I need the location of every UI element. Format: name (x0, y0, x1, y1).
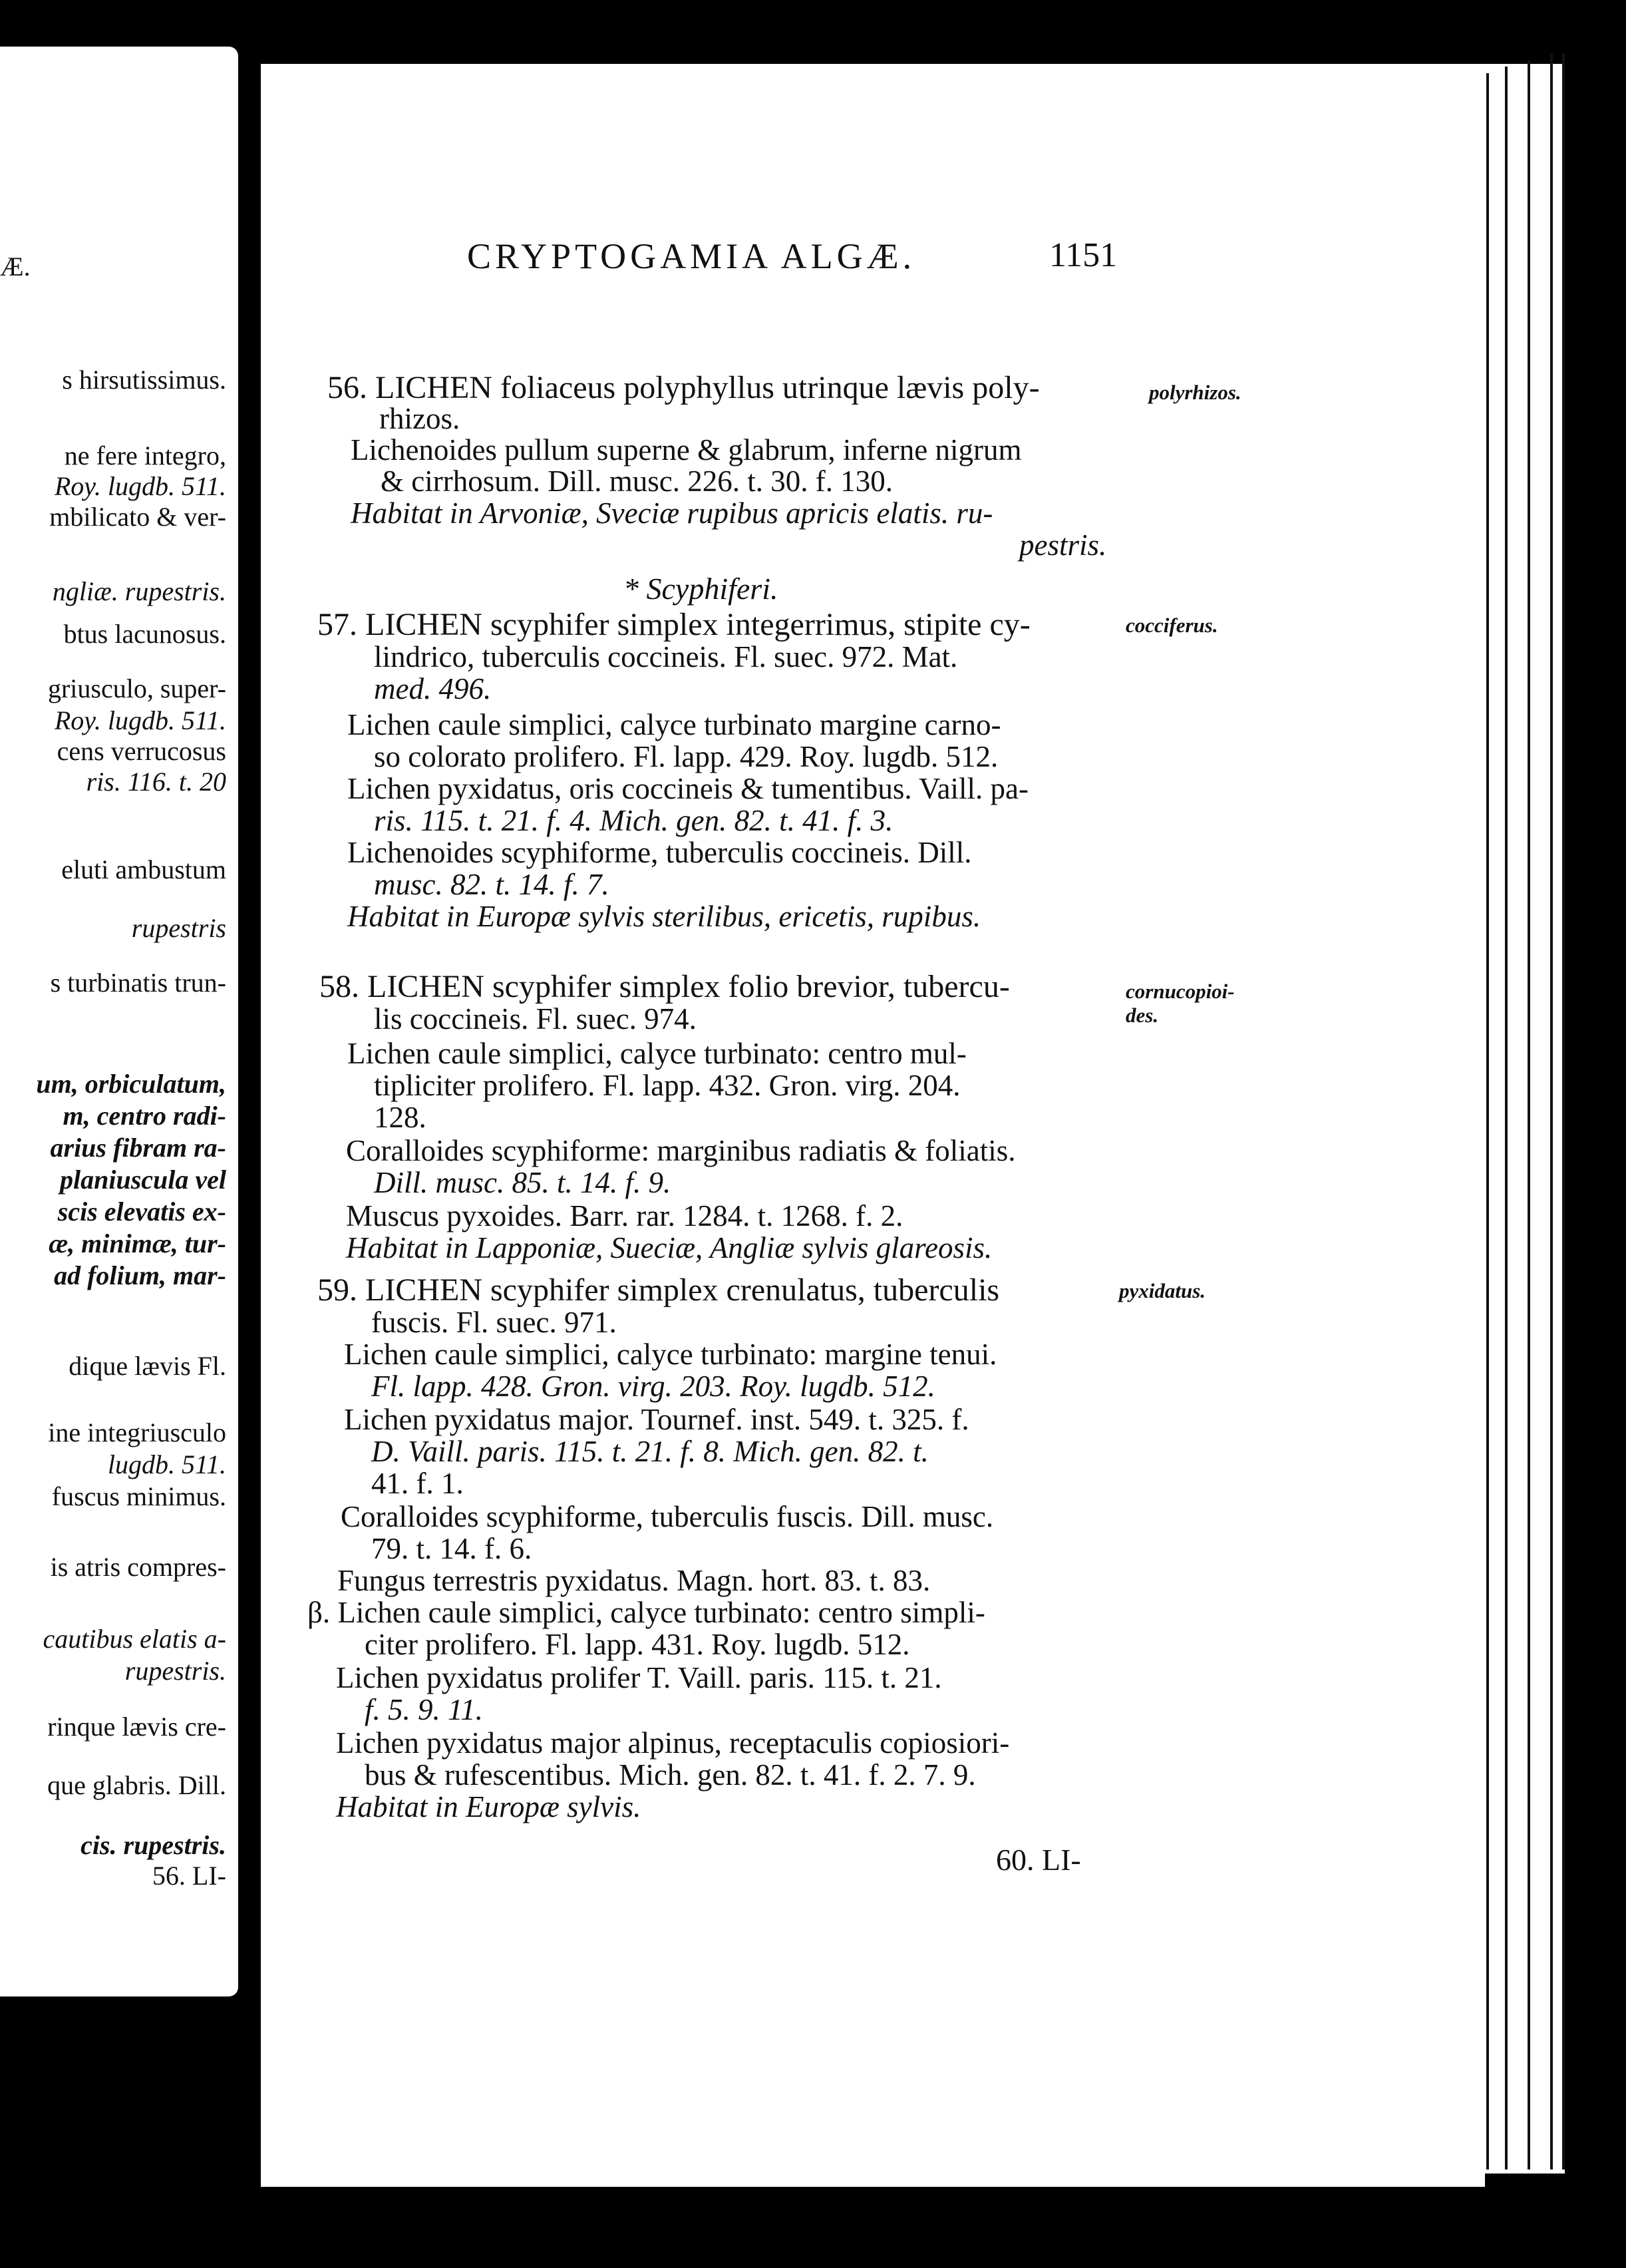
page-edge-line (1505, 67, 1508, 2170)
left-line: rinque lævis cre- (47, 1712, 226, 1742)
page-edge-line (1486, 73, 1489, 2170)
entry-line: 56. LICHEN foliaceus polyphyllus utrinque lævis poly- (327, 370, 1040, 405)
page-edges (1485, 64, 1565, 2174)
page-edge-line (1528, 60, 1530, 2170)
left-line: 56. LI- (152, 1861, 226, 1891)
left-line: ine integriusculo (48, 1418, 226, 1447)
left-page-fragment (0, 47, 238, 1996)
entry-line: lindrico, tuberculis coccineis. Fl. suec. 972. Mat. (374, 640, 958, 673)
entry-line: so colorato prolifero. Fl. lapp. 429. Roy. lugdb. 512. (374, 740, 999, 773)
entry-line: Dill. musc. 85. t. 14. f. 9. (374, 1166, 671, 1199)
entry-line: citer prolifero. Fl. lapp. 431. Roy. lugdb. 512. (365, 1628, 910, 1661)
entry-margin-name: pyxidatus. (1119, 1279, 1206, 1302)
entry-line: lis coccineis. Fl. suec. 974. (374, 1002, 697, 1036)
left-line: rupestris (131, 913, 226, 943)
left-line: rupestris. (124, 1656, 226, 1686)
entry-line: Lichen caule simplici, calyce turbinato: margine tenui. (344, 1338, 997, 1371)
entry-line: Lichen pyxidatus major alpinus, receptaculis copiosiori- (336, 1726, 1010, 1760)
left-line: ad folium, mar- (54, 1260, 226, 1290)
entry-line: Lichen pyxidatus prolifer T. Vaill. paris. 115. t. 21. (336, 1661, 942, 1694)
entry-line: fuscis. Fl. suec. 971. (371, 1306, 617, 1339)
left-line: fuscus minimus. (51, 1481, 226, 1511)
left-line: æ, minimæ, tur- (49, 1228, 226, 1258)
left-line: ris. 116. t. 20 (86, 767, 226, 797)
left-line: scis elevatis ex- (57, 1197, 226, 1227)
entry-line: bus & rufescentibus. Mich. gen. 82. t. 41. f. 2. 7. 9. (365, 1758, 976, 1792)
entry-line: pestris. (1019, 528, 1107, 562)
entry-line: & cirrhosum. Dill. musc. 226. t. 30. f. 130. (381, 465, 893, 498)
entry-line: rhizos. (379, 402, 460, 435)
left-line: um, orbiculatum, (36, 1069, 226, 1099)
entry-line: 58. LICHEN scyphifer simplex folio brevior, tubercu- (319, 969, 1010, 1004)
entry-line: ris. 115. t. 21. f. 4. Mich. gen. 82. t. 41. f. 3. (374, 804, 894, 837)
running-title: CRYPTOGAMIA ALGÆ. (467, 236, 916, 276)
entry-line: Habitat in Europæ sylvis sterilibus, ericetis, rupibus. (347, 900, 981, 933)
left-line: arius fibram ra- (50, 1133, 226, 1163)
left-line: ne fere integro, (64, 441, 226, 471)
entry-margin-name: cornucopioi- des. (1126, 980, 1235, 1027)
entry-line: 59. LICHEN scyphifer simplex crenulatus, tuberculis (317, 1272, 1000, 1308)
entry-line: Habitat in Europæ sylvis. (336, 1790, 641, 1823)
entry-line: 57. LICHEN scyphifer simplex integerrimus, stipite cy- (317, 607, 1031, 642)
entry-line: Fl. lapp. 428. Gron. virg. 203. Roy. lugdb. 512. (371, 1370, 935, 1403)
catchword: 60. LI- (996, 1843, 1081, 1877)
left-line: cens verrucosus (57, 736, 226, 766)
entry-line: β. Lichen caule simplici, calyce turbinato: centro simpli- (307, 1596, 985, 1629)
left-line: s hirsutissimus. (62, 365, 226, 395)
entry-line: Coralloides scyphiforme, tuberculis fuscis. Dill. musc. (341, 1500, 994, 1533)
entry-line: D. Vaill. paris. 115. t. 21. f. 8. Mich. gen. 82. t. (371, 1435, 929, 1468)
left-line: Roy. lugdb. 511. (54, 471, 226, 501)
entry-line: Habitat in Arvoniæ, Sveciæ rupibus apricis elatis. ru- (351, 496, 993, 530)
left-line: lugdb. 511. (107, 1449, 226, 1479)
entry-line: Habitat in Lapponiæ, Sueciæ, Angliæ sylvis glareosis. (346, 1231, 993, 1264)
entry-line: 128. (374, 1101, 426, 1134)
entry-line: Lichen pyxidatus, oris coccineis & tumentibus. Vaill. pa- (347, 772, 1029, 805)
left-line: btus lacunosus. (63, 619, 226, 649)
page-number: 1151 (1049, 236, 1118, 274)
page-edge-line (1550, 53, 1553, 2170)
entry-line: Lichen pyxidatus major. Tournef. inst. 549. t. 325. f. (344, 1403, 969, 1436)
left-line: m, centro radi- (63, 1101, 226, 1131)
left-line: mbilicato & ver- (49, 502, 226, 532)
left-line: cautibus elatis a- (43, 1624, 226, 1654)
entry-margin-name: cocciferus. (1126, 614, 1218, 637)
left-line: s turbinatis trun- (50, 968, 226, 998)
left-line: Roy. lugdb. 511. (54, 705, 226, 735)
entry-line: Lichen caule simplici, calyce turbinato: centro mul- (347, 1037, 967, 1070)
entry-line: musc. 82. t. 14. f. 7. (374, 868, 609, 901)
page-edge-line (1562, 53, 1565, 2170)
left-line: que glabris. Dill. (47, 1770, 226, 1800)
entry-margin-name: polyrhizos. (1149, 381, 1241, 404)
book-page (261, 64, 1485, 2187)
entry-line: Muscus pyxoides. Barr. rar. 1284. t. 1268. f. 2. (346, 1199, 903, 1232)
left-line: planiuscula vel (59, 1165, 226, 1195)
entry-line: Lichenoides scyphiforme, tuberculis coccineis. Dill. (347, 836, 972, 869)
left-line: cis. rupestris. (81, 1830, 226, 1860)
left-line: Æ. (0, 252, 31, 282)
left-line: griusculo, super- (47, 673, 226, 703)
left-line: dique lævis Fl. (69, 1351, 226, 1381)
entry-line: Lichenoides pullum superne & glabrum, inferne nigrum (351, 433, 1022, 467)
left-line: ngliæ. rupestris. (52, 576, 226, 606)
entry-line: med. 496. (374, 672, 492, 705)
entry-line: Lichen caule simplici, calyce turbinato margine carno- (347, 708, 1001, 741)
entry-line: Coralloides scyphiforme: marginibus radiatis & foliatis. (346, 1134, 1016, 1167)
entry-line: 79. t. 14. f. 6. (371, 1532, 532, 1565)
left-line: eluti ambustum (61, 854, 226, 884)
left-line: is atris compres- (50, 1552, 226, 1582)
entry-line: tipliciter prolifero. Fl. lapp. 432. Gron. virg. 204. (374, 1069, 961, 1102)
entry-line: 41. f. 1. (371, 1467, 464, 1500)
entry-line: Fungus terrestris pyxidatus. Magn. hort. 83. t. 83. (337, 1564, 931, 1597)
page-header (261, 236, 1485, 289)
entry-line: f. 5. 9. 11. (365, 1693, 483, 1726)
subsection-heading: * Scyphiferi. (623, 572, 778, 606)
